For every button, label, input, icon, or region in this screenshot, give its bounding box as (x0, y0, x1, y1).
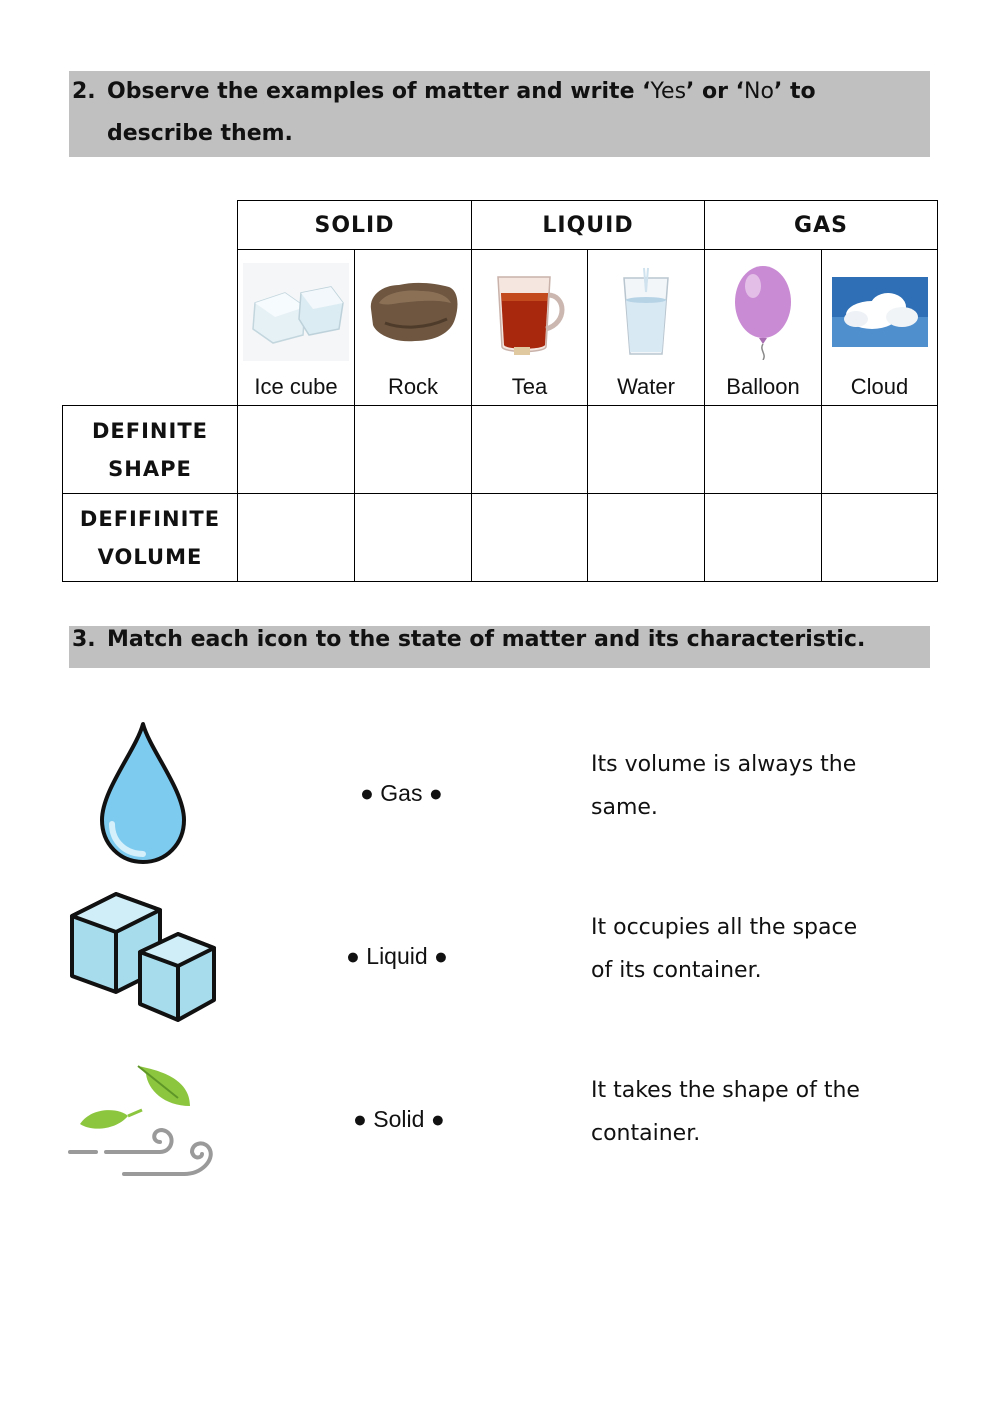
question-text-line2: describe them. (107, 121, 293, 146)
item-rock (355, 250, 472, 406)
yes-word: Yes (650, 79, 687, 104)
balloon-image (705, 256, 821, 368)
row-header-line1: DEFIFINITE (79, 506, 221, 531)
description-line: It takes the shape of the (591, 1078, 860, 1103)
question-text-part1: Observe the examples of matter and write ‘ (107, 79, 651, 104)
item-label: Ice cube (254, 374, 338, 399)
item-balloon (705, 250, 822, 406)
description-line: Its volume is always the (591, 752, 857, 777)
match-state-gas[interactable]: ● Gas ● (360, 780, 443, 806)
row-header-line1: DEFINITE (92, 418, 208, 443)
question-2-header (69, 71, 930, 157)
question-text-part2: ’ or ‘ (686, 79, 745, 104)
wind-leaves-icon (68, 1060, 220, 1184)
description-line: It occupies all the space (591, 915, 858, 940)
item-ice-cube (238, 250, 355, 406)
item-label: Rock (387, 374, 439, 399)
answer-cell[interactable] (588, 406, 705, 494)
question-text-part3: ’ to (773, 79, 816, 104)
ice-cubes-icon (68, 888, 218, 1028)
answer-cell[interactable] (472, 406, 588, 494)
question-number: 3. (72, 627, 96, 652)
corner-blank (63, 201, 238, 250)
corner-blank-2 (63, 250, 238, 406)
answer-cell[interactable] (472, 494, 588, 582)
row-header-line2: VOLUME (97, 544, 203, 569)
question-number: 2. (72, 79, 96, 104)
answer-cell[interactable] (355, 494, 472, 582)
item-water (588, 250, 705, 406)
item-label: Tea (511, 374, 548, 399)
row-header-definite-shape (63, 406, 238, 494)
cloud-image (822, 256, 937, 368)
answer-cell[interactable] (355, 406, 472, 494)
state-header-solid: SOLID (238, 201, 472, 250)
state-header-liquid: LIQUID (472, 201, 705, 250)
item-tea (472, 250, 588, 406)
description-line: container. (591, 1121, 701, 1146)
row-header-definite-volume (63, 494, 238, 582)
tea-image (472, 256, 587, 368)
state-header-gas: GAS (705, 201, 938, 250)
question-3-header (69, 626, 930, 668)
match-description-3[interactable] (591, 1069, 911, 1155)
answer-cell[interactable] (238, 494, 355, 582)
question-text: Match each icon to the state of matter and its characteristic. (107, 627, 866, 652)
answer-cell[interactable] (822, 406, 938, 494)
match-state-solid[interactable]: ● Solid ● (353, 1106, 445, 1132)
matter-table (62, 200, 938, 582)
item-label: Balloon (726, 374, 800, 399)
no-word: No (744, 79, 774, 104)
water-drop-icon (98, 720, 188, 870)
answer-cell[interactable] (705, 406, 822, 494)
answer-cell[interactable] (588, 494, 705, 582)
match-state-liquid[interactable]: ● Liquid ● (346, 943, 448, 969)
answer-cell[interactable] (238, 406, 355, 494)
description-line: of its container. (591, 958, 762, 983)
row-header-line2: SHAPE (108, 456, 192, 481)
ice-cube-image (238, 256, 354, 368)
rock-image (355, 256, 471, 368)
answer-cell[interactable] (822, 494, 938, 582)
item-label: Water (617, 374, 675, 399)
item-label: Cloud (850, 374, 909, 399)
answer-cell[interactable] (705, 494, 822, 582)
water-image (588, 256, 704, 368)
description-line: same. (591, 795, 658, 820)
match-description-2[interactable] (591, 906, 911, 992)
item-cloud (822, 250, 938, 406)
match-description-1[interactable] (591, 743, 911, 829)
